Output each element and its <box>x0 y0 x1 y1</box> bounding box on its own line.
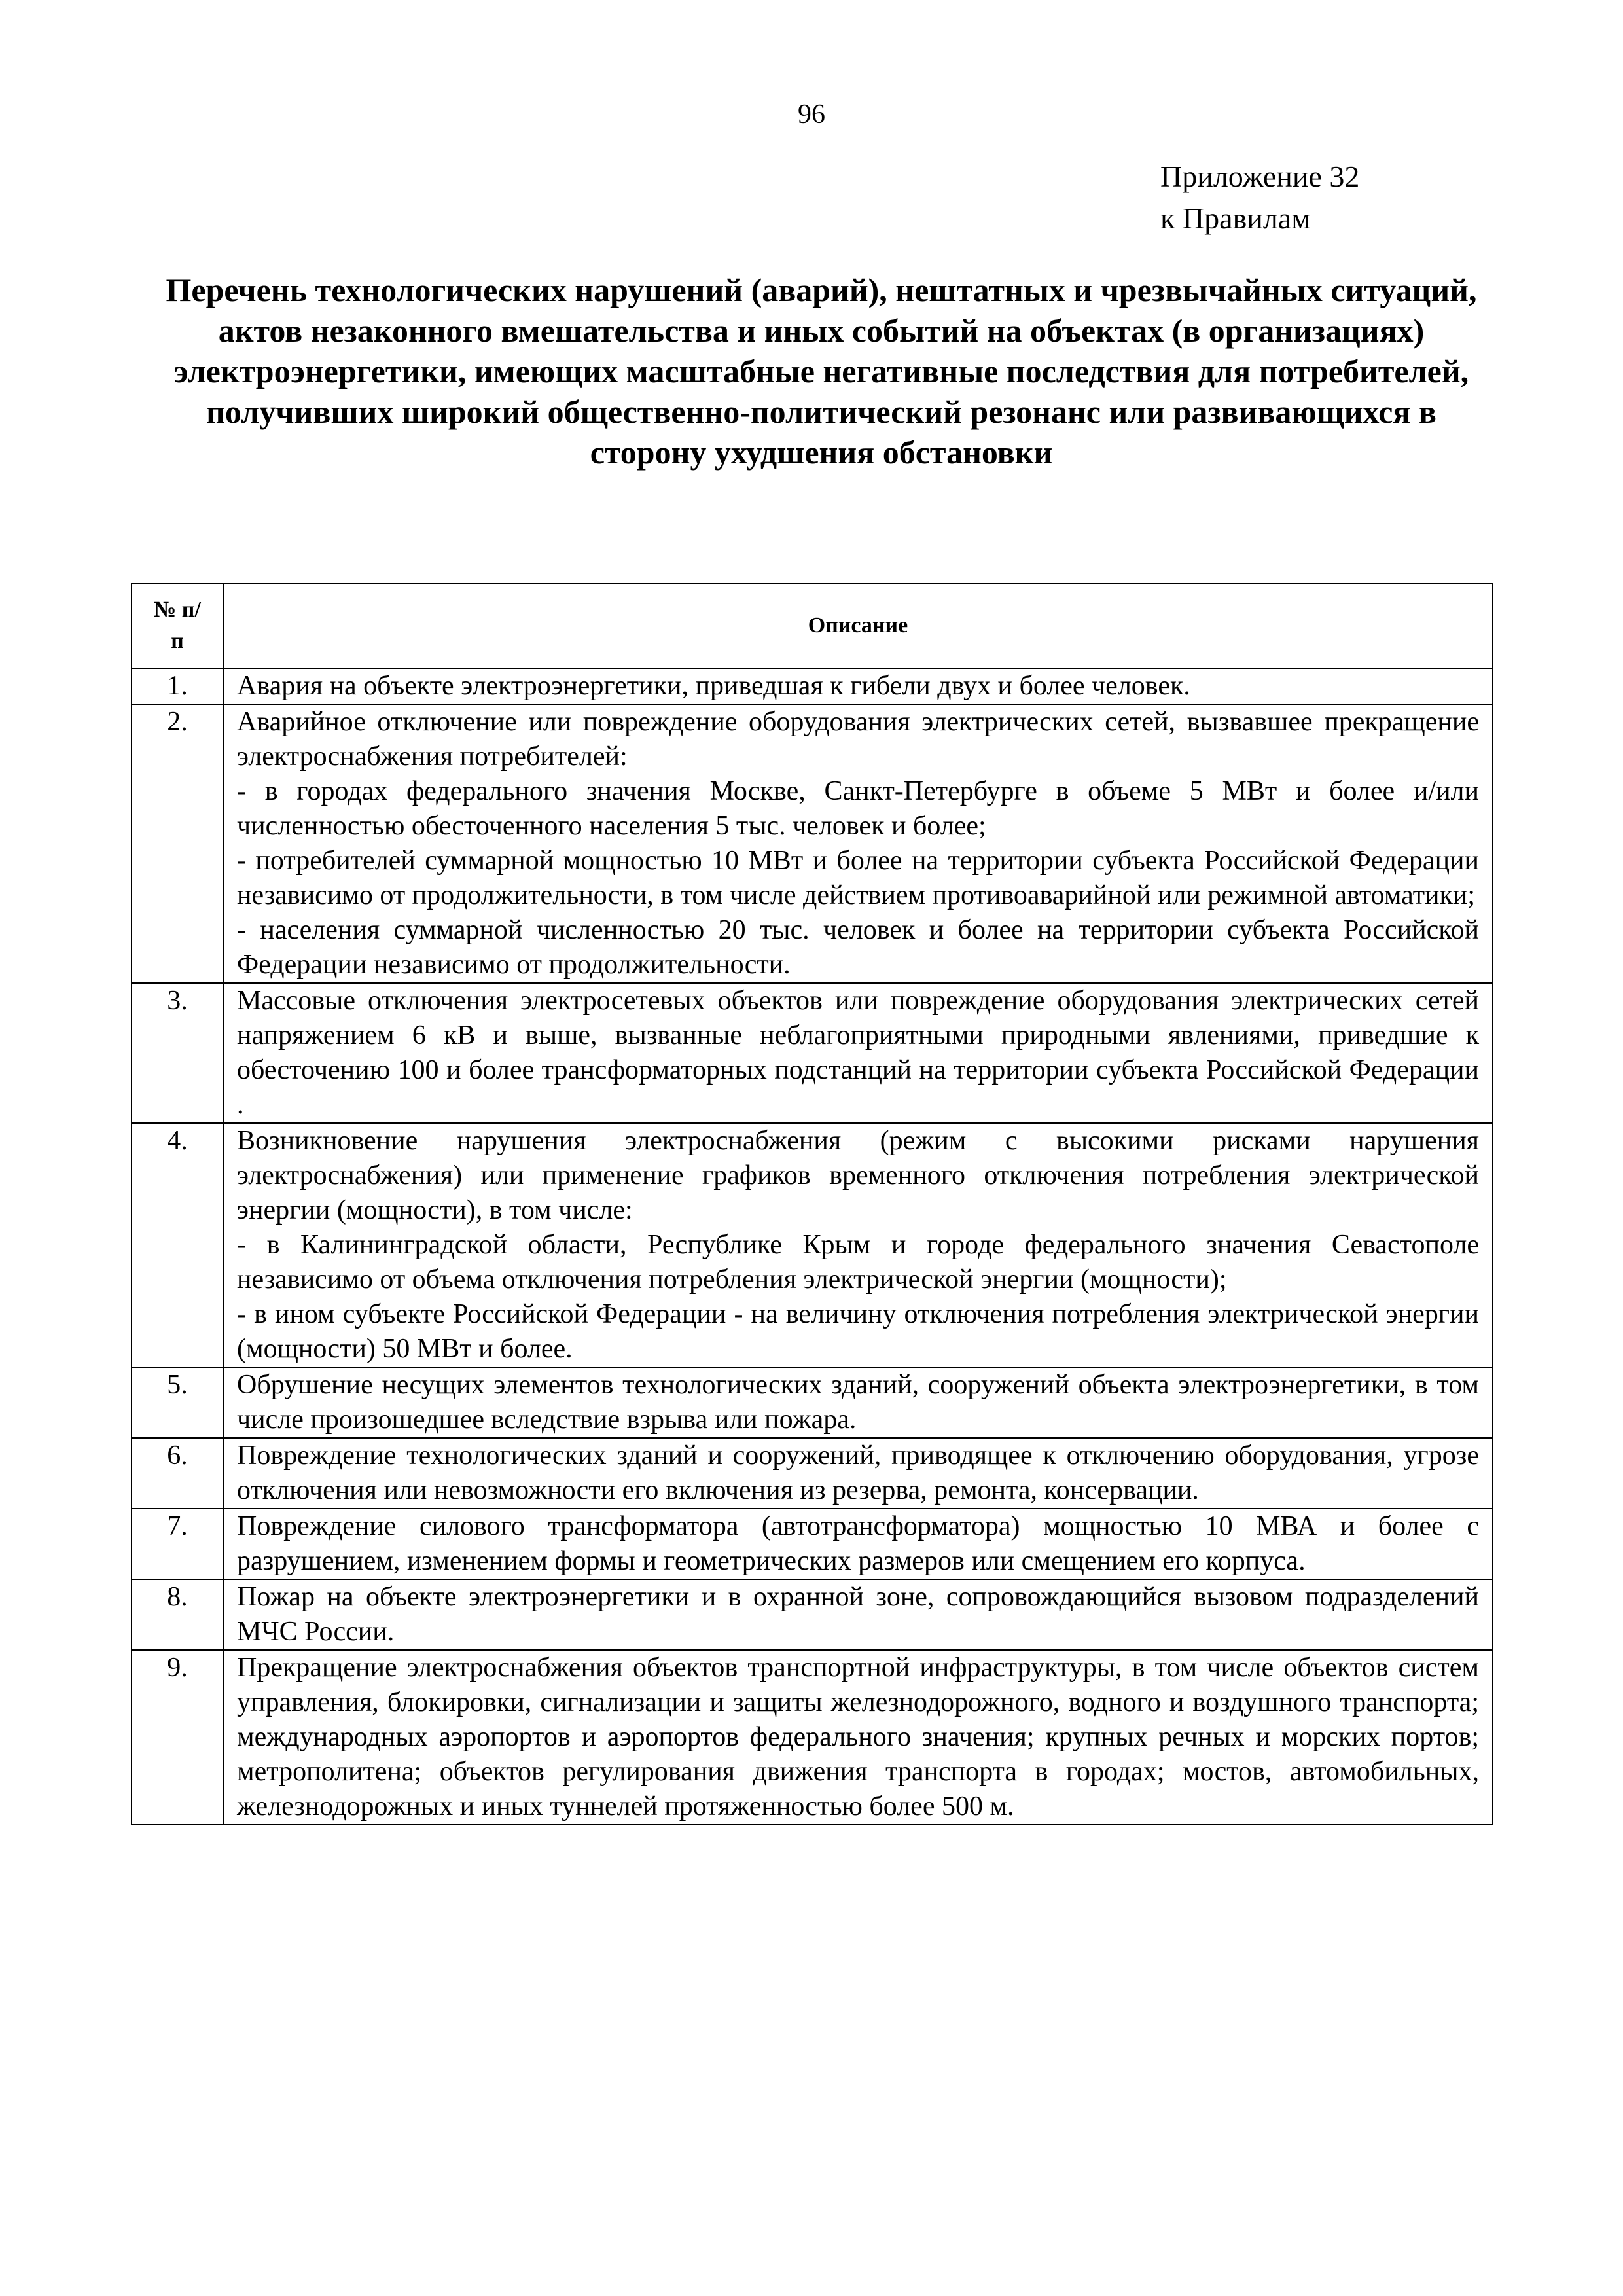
description-paragraph: - в городах федерального значения Москве, Санкт-Петербурге в объеме 5 МВт и более и/или численностью обесточенного населения 5 тыс. человек и более; <box>237 776 1479 841</box>
row-description <box>223 1123 1493 1367</box>
row-number: 7. <box>132 1509 223 1579</box>
description-paragraph: - в ином субъекте Российской Федерации - на величину отключения потребления электрической энергии (мощности) 50 МВт и более. <box>237 1299 1479 1364</box>
table-header-row <box>132 583 1493 668</box>
row-number: 9. <box>132 1650 223 1825</box>
row-description <box>223 668 1493 704</box>
table-row <box>132 1438 1493 1509</box>
document-title: Перечень технологических нарушений (аварий), нештатных и чрезвычайных ситуаций, актов незаконного вмешательства и иных событий на объектах (в организациях) электроэнергетики, имеющих масштабные негативные последствия для потребителей, получивших широкий общественно-политический резонанс или развивающихся в сторону ухудшения обстановки <box>166 272 1477 471</box>
events-table <box>131 583 1493 1825</box>
row-description <box>223 1650 1493 1825</box>
appendix-line-2: к Правилам <box>1160 202 1311 235</box>
row-number: 6. <box>132 1438 223 1509</box>
row-description <box>223 1438 1493 1509</box>
row-number: 2. <box>132 704 223 983</box>
table-row <box>132 1579 1493 1650</box>
description-paragraph: Массовые отключения электросетевых объектов или повреждение оборудования электрических сетей напряжением 6 кВ и выше, вызванные неблагоприятными природными явлениями, приведшие к обесточению 100 и более трансформаторных подстанций на территории субъекта Российской Федерации . <box>237 986 1479 1120</box>
row-number: 4. <box>132 1123 223 1367</box>
table-row <box>132 1123 1493 1367</box>
row-number: 8. <box>132 1579 223 1650</box>
row-description <box>223 983 1493 1123</box>
appendix-reference <box>1160 156 1359 240</box>
page-number: 96 <box>798 99 825 130</box>
appendix-line-1: Приложение 32 <box>1160 160 1360 193</box>
row-description <box>223 704 1493 983</box>
description-paragraph: Возникновение нарушения электроснабжения (режим с высокими рисками нарушения электроснабжения) или применение графиков временного отключения потребления электрической энергии (мощности), в том числе: <box>237 1126 1479 1225</box>
description-paragraph: - потребителей суммарной мощностью 10 МВт и более на территории субъекта Российской Федерации независимо от продолжительности, в том числе действием противоаварийной или режимной автоматики; <box>237 846 1479 910</box>
column-header-description: Описание <box>223 583 1493 668</box>
table-row <box>132 1650 1493 1825</box>
table-row <box>132 668 1493 704</box>
description-paragraph: Прекращение электроснабжения объектов транспортной инфраструктуры, в том числе объектов систем управления, блокировки, сигнализации и защиты железнодорожного, водного и воздушного транспорта; международных аэропортов и аэропортов федерального значения; крупных речных и морских портов; метрополитена; объектов регулирования движения транспорта в городах; мостов, автомобильных, железнодорожных и иных туннелей протяженностью более 500 м. <box>237 1653 1479 1821</box>
table-row <box>132 1509 1493 1579</box>
column-header-number: № п/п <box>132 583 223 668</box>
table-body <box>132 668 1493 1825</box>
description-paragraph: Аварийное отключение или повреждение оборудования электрических сетей, вызвавшее прекращение электроснабжения потребителей: <box>237 707 1479 772</box>
row-description <box>223 1579 1493 1650</box>
row-number: 5. <box>132 1367 223 1438</box>
description-paragraph: Пожар на объекте электроэнергетики и в охранной зоне, сопровождающийся вызовом подразделений МЧС России. <box>237 1582 1479 1647</box>
description-paragraph: Повреждение технологических зданий и сооружений, приводящее к отключению оборудования, угрозе отключения или невозможности его включения из резерва, ремонта, консервации. <box>237 1441 1479 1505</box>
row-description <box>223 1509 1493 1579</box>
row-number: 3. <box>132 983 223 1123</box>
description-paragraph: Обрушение несущих элементов технологических зданий, сооружений объекта электроэнергетики, в том числе произошедшее вследствие взрыва или пожара. <box>237 1370 1479 1435</box>
table-row <box>132 983 1493 1123</box>
description-paragraph: - населения суммарной численностью 20 тыс. человек и более на территории субъекта Российской Федерации независимо от продолжительности. <box>237 915 1479 980</box>
row-number: 1. <box>132 668 223 704</box>
description-paragraph: Авария на объекте электроэнергетики, приведшая к гибели двух и более человек. <box>237 671 1190 701</box>
row-description <box>223 1367 1493 1438</box>
description-paragraph: - в Калининградской области, Республике Крым и городе федерального значения Севастополе независимо от объема отключения потребления электрической энергии (мощности); <box>237 1230 1479 1295</box>
table-row <box>132 1367 1493 1438</box>
table-row <box>132 704 1493 983</box>
description-paragraph: Повреждение силового трансформатора (автотрансформатора) мощностью 10 МВА и более с разрушением, изменением формы и геометрических размеров или смещением его корпуса. <box>237 1511 1479 1576</box>
